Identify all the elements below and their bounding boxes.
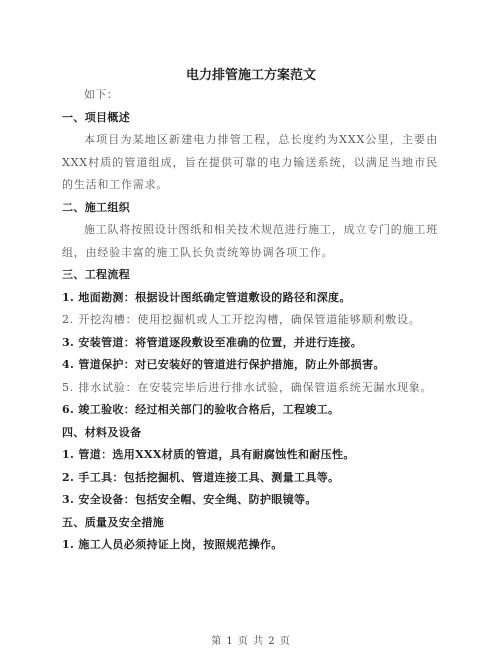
section-heading-overview: 一、项目概述 bbox=[62, 110, 131, 124]
process-step-protect: 4. 管道保护：对已安装好的管道进行保护措施，防止外部损害。 bbox=[62, 358, 385, 371]
page-footer: 第 1 页 共 2 页 bbox=[211, 636, 291, 647]
materials-item-safety-gear: 3. 安全设备：包括安全帽、安全绳、防护眼镜等。 bbox=[62, 493, 317, 506]
process-step-trench: 2. 开挖沟槽：使用挖掘机或人工开挖沟槽，确保管道能够顺利敷设。 bbox=[62, 313, 421, 326]
section-heading-quality-safety: 五、质量及安全措施 bbox=[62, 515, 165, 529]
quality-safety-item-certified: 1. 施工人员必须持证上岗，按照规范操作。 bbox=[62, 538, 283, 551]
organization-paragraph: 施工队将按照设计图纸和相关技术规范进行施工，成立专门的施工班组，由经验丰富的施工队长负责统筹协调各项工作。 bbox=[62, 223, 438, 259]
intro-text: 如下： bbox=[84, 88, 119, 101]
section-heading-materials: 四、材料及设备 bbox=[62, 425, 142, 439]
section-heading-process: 三、工程流程 bbox=[62, 268, 131, 281]
section-heading-organization: 二、施工组织 bbox=[62, 200, 131, 214]
process-step-acceptance: 6. 竣工验收：经过相关部门的验收合格后，工程竣工。 bbox=[62, 403, 340, 416]
document-title: 电力排管施工方案范文 bbox=[185, 68, 316, 83]
process-step-drain-test: 5. 排水试验：在安装完毕后进行排水试验，确保管道系统无漏水现象。 bbox=[62, 380, 433, 394]
overview-paragraph: 本项目为某地区新建电力排管工程，总长度约为XXX公里，主要由XXX村质的管道组成，旨在提供可靠的电力输送系统，以满足当地市民的生活和工作需求。 bbox=[62, 133, 438, 191]
materials-item-tools: 2. 手工具：包括挖掘机、管道连接工具、测量工具等。 bbox=[62, 470, 340, 484]
process-step-install: 3. 安装管道：将管道逐段敷设至准确的位置，并进行连接。 bbox=[62, 335, 363, 349]
document-body bbox=[62, 84, 438, 557]
process-step-survey: 1. 地面勘测：根据设计图纸确定管道敷设的路径和深度。 bbox=[62, 290, 351, 304]
materials-item-pipe: 1. 管道：选用XXX材质的管道，具有耐腐蚀性和耐压性。 bbox=[62, 448, 355, 461]
